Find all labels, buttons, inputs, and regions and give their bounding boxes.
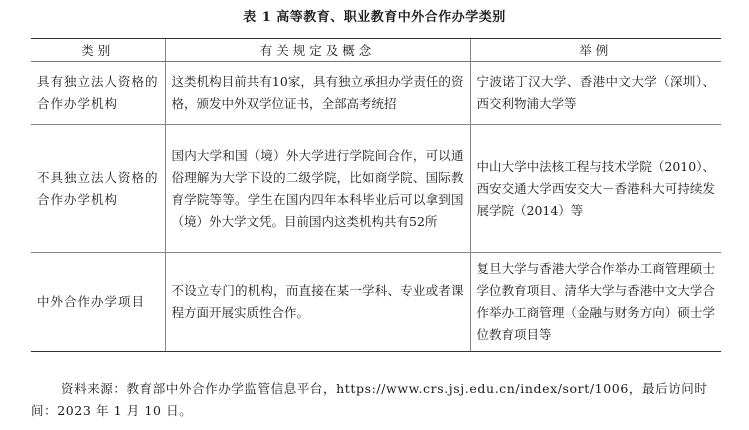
row-category: 不具独立法人资格的合作办学机构 <box>31 125 165 253</box>
category-table <box>31 38 721 352</box>
header-examples: 举例 <box>470 39 721 62</box>
row-definition: 国内大学和国（境）外大学进行学院间合作，可以通俗理解为大学下设的二级学院，比如商学院、国际教育学院等等。学生在国内四年本科毕业后可以拿到国（境）外大学文凭。目前国内这类机构共有52所 <box>165 125 470 253</box>
row-examples: 中山大学中法核工程与技术学院（2010）、西安交通大学西安交大－香港科大可持续发展学院（2014）等 <box>470 125 721 253</box>
source-note: 资料来源：教育部中外合作办学监管信息平台，https://www.crs.jsj.edu.cn/index/sort/1006，最后访问时间：2023 年 1 月 10 日。 <box>31 381 708 418</box>
header-definition: 有关规定及概念 <box>165 39 470 62</box>
table-row <box>31 125 721 253</box>
row-category: 中外合作办学项目 <box>31 253 165 352</box>
row-examples: 复旦大学与香港大学合作举办工商管理硕士学位教育项目、清华大学与香港中文大学合作举办工商管理（金融与财务方向）硕士学位教育项目等 <box>470 253 721 352</box>
row-category: 具有独立法人资格的合作办学机构 <box>31 62 165 125</box>
table-caption: 表 1 高等教育、职业教育中外合作办学类别 <box>243 10 506 25</box>
row-examples: 宁波诺丁汉大学、香港中文大学（深圳）、西交利物浦大学等 <box>470 62 721 125</box>
table-row <box>31 253 721 352</box>
table-header-row <box>31 39 721 62</box>
row-definition: 这类机构目前共有10家，具有独立承担办学责任的资格，颁发中外双学位证书，全部高考统招 <box>165 62 470 125</box>
header-category: 类别 <box>31 39 165 62</box>
table-row <box>31 62 721 125</box>
row-definition: 不设立专门的机构，而直接在某一学科、专业或者课程方面开展实质性合作。 <box>165 253 470 352</box>
